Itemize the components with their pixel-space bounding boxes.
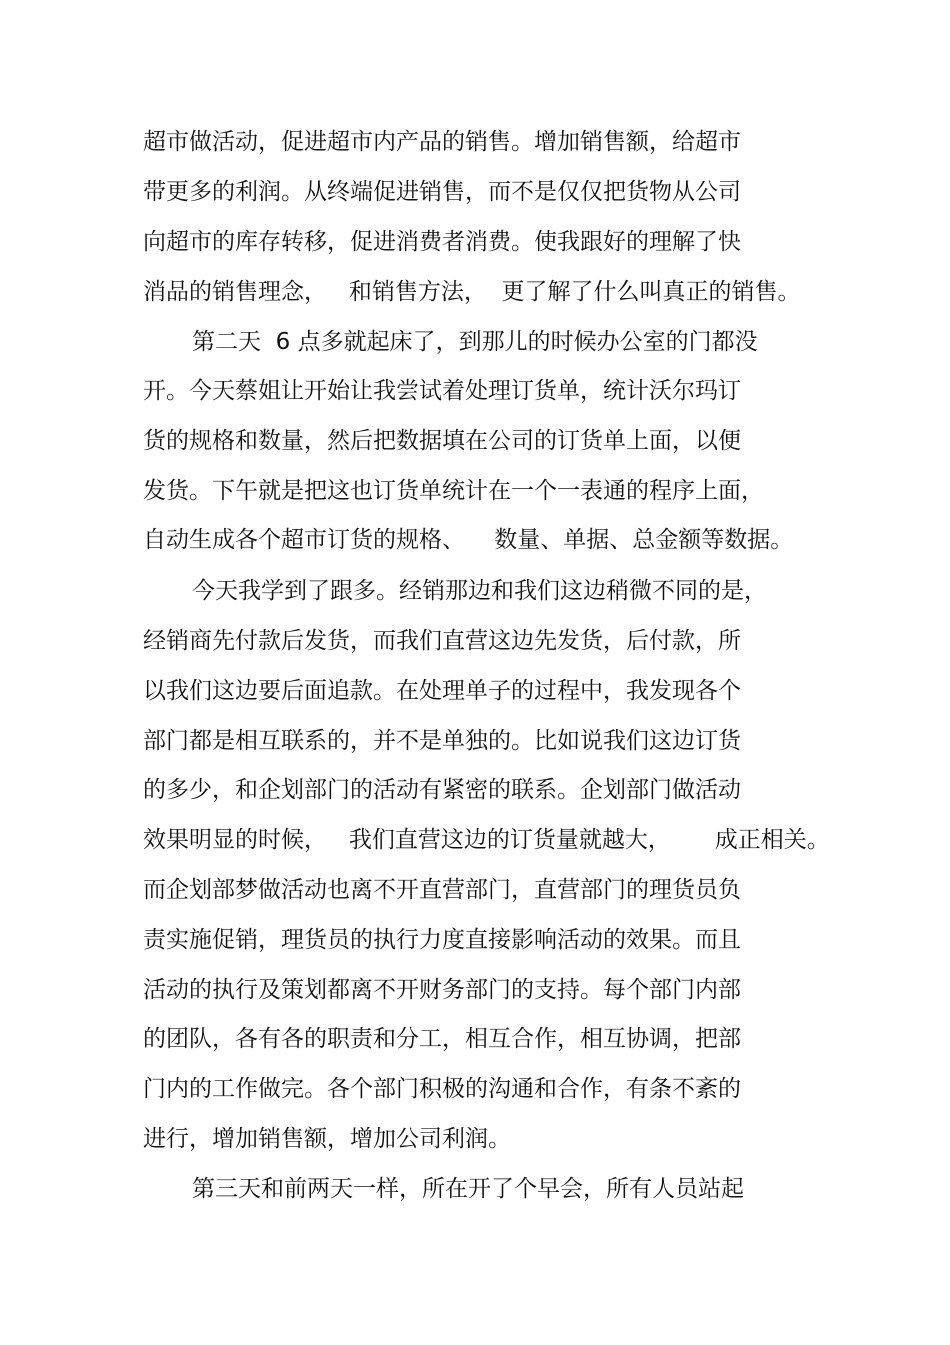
paragraph-line: 开。今天蔡姐让开始让我尝试着处理订货单，统计沃尔玛订 <box>143 378 741 404</box>
paragraph-line: 以我们这边要后面追款。在处理单子的过程中，我发现各个 <box>143 678 741 704</box>
paragraph-line: 经销商先付款后发货，而我们直营这边先发货，后付款，所 <box>143 628 741 654</box>
paragraph-line: 活动的执行及策划都离不开财务部门的支持。每个部门内部 <box>143 977 741 1003</box>
paragraph-start-line: 今天我学到了跟多。经销那边和我们这边稍微不同的是， <box>192 578 767 604</box>
paragraph-line: 的多少，和企划部门的活动有紧密的联系。企划部门做活动 <box>143 777 741 803</box>
paragraph-line: 而企划部梦做活动也离不开直营部门，直营部门的理货员负 <box>143 877 741 903</box>
paragraph-start-line: 第三天和前两天一样，所在开了个早会，所有人员站起 <box>192 1176 744 1202</box>
paragraph-line: 发货。下午就是把这也订货单统计在一个一表通的程序上面， <box>143 478 764 504</box>
paragraph-line: 向超市的库存转移，促进消费者消费。使我跟好的理解了快 <box>143 229 741 255</box>
paragraph-line: 的团队，各有各的职责和分工，相互合作，相互协调，把部 <box>143 1026 741 1052</box>
paragraph-line: 超市做活动，促进超市内产品的销售。增加销售额，给超市 <box>143 129 741 155</box>
paragraph-line: 门内的工作做完。各个部门积极的沟通和合作，有条不紊的 <box>143 1076 741 1102</box>
paragraph-line: 消品的销售理念， 和销售方法， 更了解了什么叫真正的销售。 <box>143 279 801 305</box>
paragraph-line: 自动生成各个超市订货的规格、 数量、单据、总金额等数据。 <box>143 527 794 553</box>
paragraph-line: 进行，增加销售额，增加公司利润。 <box>143 1126 511 1152</box>
paragraph-line: 带更多的利润。从终端促进销售，而不是仅仅把货物从公司 <box>143 179 741 205</box>
paragraph-line: 责实施促销，理货员的执行力度直接影响活动的效果。而且 <box>143 927 741 953</box>
paragraph-start-line: 第二天 6 点多就起床了，到那儿的时候办公室的门都没 <box>192 329 758 355</box>
paragraph-line: 效果明显的时候， 我们直营这边的订货量就越大， 成正相关。 <box>143 827 830 853</box>
paragraph-line: 货的规格和数量，然后把数据填在公司的订货单上面，以便 <box>143 428 741 454</box>
paragraph-line: 部门都是相互联系的，并不是单独的。比如说我们这边订货 <box>143 728 741 754</box>
